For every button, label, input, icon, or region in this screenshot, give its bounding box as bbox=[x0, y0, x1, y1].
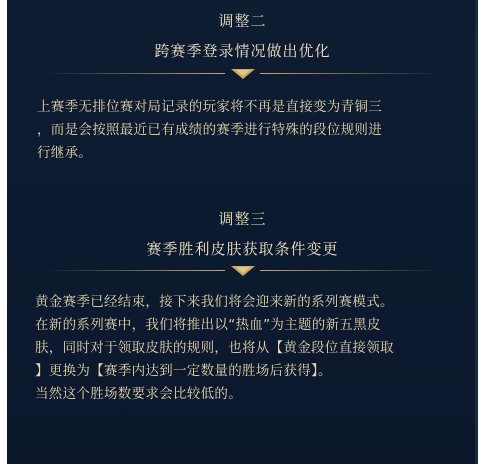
section-2-body bbox=[37, 96, 457, 165]
body-line: 黄金赛季已经结束，接下来我们将会迎来新的系列赛模式。 bbox=[35, 294, 394, 310]
section-2-subtitle: 跨赛季登录情况做出优化 bbox=[154, 42, 331, 60]
body-line: 在新的系列赛中，我们将推出以“热血”为主题的新五黑皮 bbox=[35, 317, 381, 333]
panel-edge bbox=[475, 0, 478, 464]
section-3-subtitle: 赛季胜利皮肤获取条件变更 bbox=[146, 240, 339, 258]
body-line: 肤，同时对于领取皮肤的规则，也将从【黄金段位直接领取 bbox=[35, 340, 394, 356]
body-line: 】更换为【赛季内达到一定数量的胜场后获得】。 bbox=[35, 363, 332, 379]
divider-line-right bbox=[260, 73, 440, 74]
body-line: 当然这个胜场数要求会比较低的。 bbox=[35, 386, 242, 402]
divider-line-right bbox=[260, 270, 440, 271]
body-line: ，而是会按照最近已有成绩的赛季进行特殊的段位规则进 bbox=[37, 122, 382, 138]
divider-line-left bbox=[45, 73, 225, 74]
divider-line-left bbox=[45, 270, 225, 271]
gem-ornament-icon bbox=[231, 265, 255, 277]
body-line: 上赛季无排位赛对局记录的玩家将不再是直接变为青铜三 bbox=[37, 99, 382, 115]
section-2-title: 调整二 bbox=[218, 12, 267, 30]
section-3-body bbox=[35, 291, 465, 406]
body-line: 行继承。 bbox=[37, 145, 93, 161]
section-3-divider bbox=[45, 265, 440, 277]
announcement-panel bbox=[7, 0, 478, 464]
gem-ornament-icon bbox=[231, 68, 255, 80]
section-2-divider bbox=[45, 68, 440, 80]
section-3-title: 调整三 bbox=[218, 210, 267, 228]
